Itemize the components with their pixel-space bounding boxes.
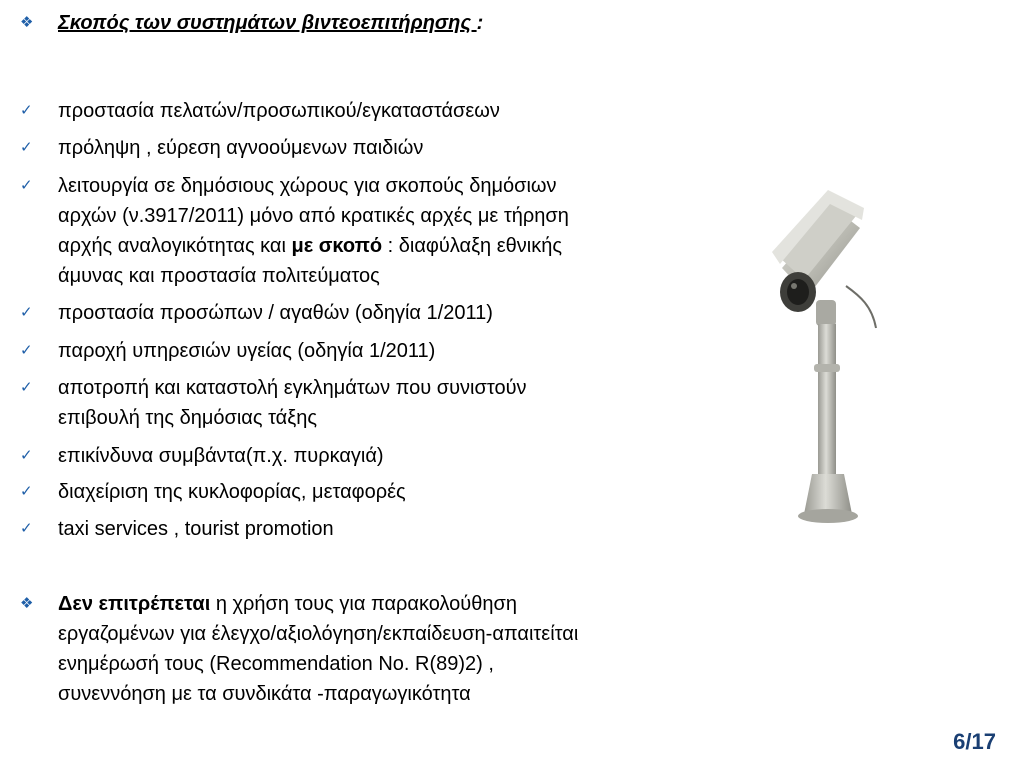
heading-bullet: [20, 8, 483, 38]
page-number: 6/17: [953, 729, 996, 754]
list-item: [20, 133, 423, 163]
list-item: [20, 171, 569, 291]
list-item-text: επικίνδυνα συμβάντα(π.χ. πυρκαγιά): [58, 445, 384, 467]
list-item: [20, 441, 384, 471]
check-icon: ✓: [20, 447, 33, 464]
list-item-text: διαχείριση της κυκλοφορίας, μεταφορές: [58, 481, 406, 503]
list-item-text: παροχή υπηρεσιών υγείας (οδηγία 1/2011): [58, 340, 436, 362]
restriction-bullet: [20, 589, 578, 709]
list-item: [20, 298, 493, 328]
check-icon: ✓: [20, 102, 33, 119]
list-item: [20, 336, 435, 366]
list-item-text: taxi services , tourist promotion: [58, 518, 334, 540]
list-item-text: λειτουργία σε δημόσιους χώρους για σκοπούς δημόσιων αρχών (ν.3917/2011) μόνο από κρατικές αρχές με τήρηση αρχής αναλογικότητας και με σκοπό : διαφύλαξη εθνικής άμυνας και προστασία πολιτεύματος: [58, 175, 569, 287]
check-icon: ✓: [20, 304, 33, 321]
check-icon: ✓: [20, 139, 33, 156]
list-item-text: προστασία πελατών/προσωπικού/εγκαταστάσεων: [58, 100, 500, 122]
list-item: [20, 373, 527, 433]
list-item-text: προστασία προσώπων / αγαθών (οδηγία 1/2011): [58, 302, 493, 324]
list-item: [20, 477, 406, 507]
list-item-text: πρόληψη , εύρεση αγνοούμενων παιδιών: [58, 137, 424, 159]
list-item-text: αποτροπή και καταστολή εγκλημάτων που συνιστούν επιβουλή της δημόσιας τάξης: [58, 377, 527, 429]
diamond-bullet-icon: ❖: [20, 595, 34, 612]
check-icon: ✓: [20, 342, 33, 359]
restriction-text: Δεν επιτρέπεται η χρήση τους για παρακολούθηση εργαζομένων για έλεγχο/αξιολόγηση/εκπαίδευση-απαιτείται ενημέρωσή τους (Recommendation No. R(89)2) , συνεννόηση με τα συνδικάτα -παραγωγικότητα: [58, 593, 579, 705]
slide-title: Σκοπός των συστημάτων βιντεοεπιτήρησης :: [58, 12, 484, 34]
cctv-camera-photo: [768, 168, 916, 586]
check-icon: ✓: [20, 379, 33, 396]
check-icon: ✓: [20, 483, 33, 500]
list-item: [20, 96, 500, 126]
check-icon: ✓: [20, 520, 33, 537]
cctv-camera-icon: [768, 168, 916, 586]
list-item: [20, 514, 334, 544]
check-icon: ✓: [20, 177, 33, 194]
diamond-bullet-icon: ❖: [20, 14, 34, 31]
